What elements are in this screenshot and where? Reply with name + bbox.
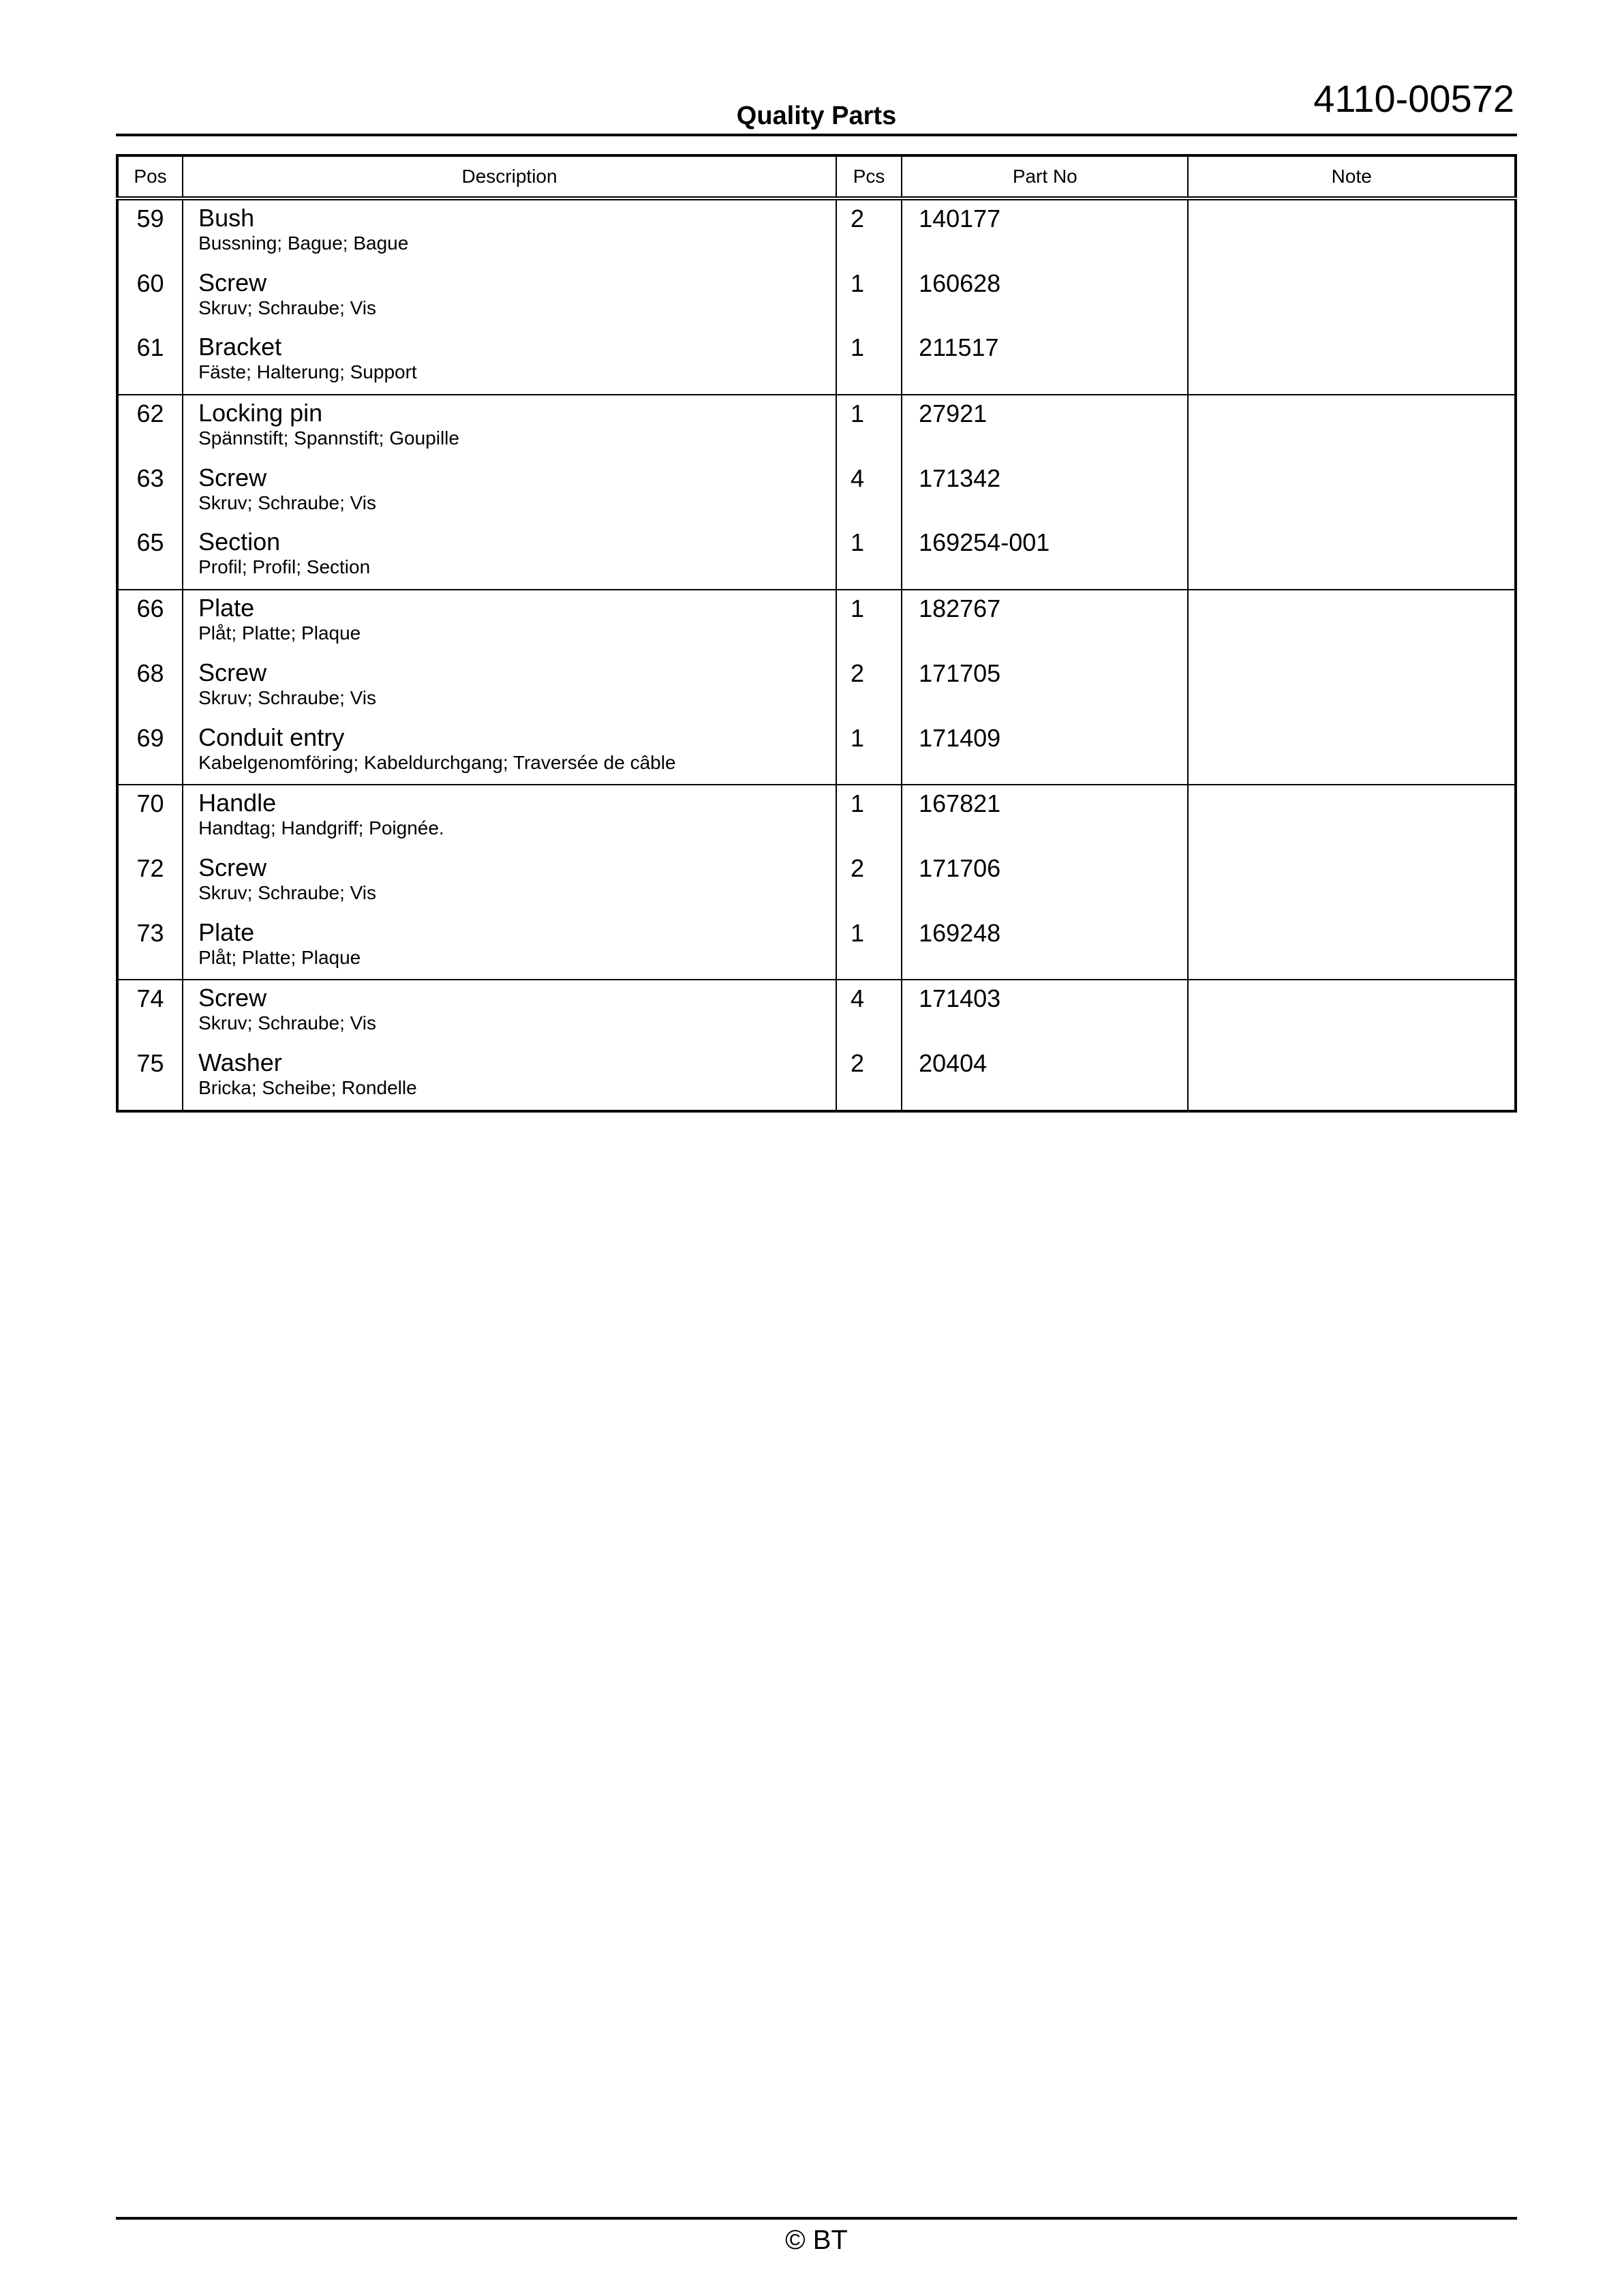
table-row	[117, 655, 1516, 720]
part-name: Locking pin	[198, 399, 323, 427]
part-number-cell: 140177	[902, 198, 1188, 265]
pos-cell: 70	[117, 785, 183, 850]
column-header-note: Note	[1188, 155, 1516, 198]
table-header-row	[117, 155, 1516, 198]
copyright-text: © BT	[785, 2225, 848, 2255]
pcs-cell: 1	[836, 265, 902, 330]
description-cell	[183, 655, 836, 720]
page-title: Quality Parts	[736, 102, 897, 130]
table-row	[117, 460, 1516, 525]
part-name: Handle	[198, 789, 277, 817]
part-translation: Fäste; Halterung; Support	[198, 361, 417, 383]
pos-cell: 60	[117, 265, 183, 330]
pcs-cell: 4	[836, 980, 902, 1045]
pcs-cell: 2	[836, 850, 902, 915]
page-header	[116, 68, 1517, 136]
part-name: Plate	[198, 918, 255, 946]
pos-cell: 59	[117, 198, 183, 265]
pcs-cell: 2	[836, 198, 902, 265]
part-name: Screw	[198, 658, 267, 686]
pcs-cell: 1	[836, 785, 902, 850]
description-cell	[183, 265, 836, 330]
part-name: Washer	[198, 1048, 282, 1076]
page-footer	[116, 2217, 1517, 2256]
note-cell	[1188, 524, 1516, 590]
part-translation: Plåt; Platte; Plaque	[198, 946, 361, 968]
part-name: Bush	[198, 204, 255, 232]
part-name: Conduit entry	[198, 723, 345, 751]
table-row	[117, 524, 1516, 590]
pos-cell: 62	[117, 395, 183, 460]
table-row	[117, 915, 1516, 980]
description-cell	[183, 785, 836, 850]
part-number-cell: 171706	[902, 850, 1188, 915]
part-number-cell: 171403	[902, 980, 1188, 1045]
part-name: Bracket	[198, 333, 282, 361]
part-name: Screw	[198, 463, 267, 492]
part-translation: Skruv; Schraube; Vis	[198, 686, 377, 708]
pos-cell: 68	[117, 655, 183, 720]
column-header-pcs: Pcs	[836, 155, 902, 198]
pcs-cell: 1	[836, 590, 902, 655]
table-row	[117, 329, 1516, 395]
part-translation: Skruv; Schraube; Vis	[198, 881, 377, 903]
note-cell	[1188, 329, 1516, 395]
description-cell	[183, 850, 836, 915]
description-cell	[183, 590, 836, 655]
pos-cell: 73	[117, 915, 183, 980]
pcs-cell: 1	[836, 329, 902, 395]
description-cell	[183, 1045, 836, 1111]
table-row	[117, 785, 1516, 850]
pos-cell: 63	[117, 460, 183, 525]
description-cell	[183, 329, 836, 395]
part-number-cell: 160628	[902, 265, 1188, 330]
pcs-cell: 2	[836, 1045, 902, 1111]
note-cell	[1188, 785, 1516, 850]
column-header-part-no: Part No	[902, 155, 1188, 198]
table-row	[117, 198, 1516, 265]
note-cell	[1188, 265, 1516, 330]
part-number-cell: 171705	[902, 655, 1188, 720]
part-name: Section	[198, 528, 281, 556]
pcs-cell: 1	[836, 915, 902, 980]
part-number-cell: 171342	[902, 460, 1188, 525]
parts-table-body	[117, 198, 1516, 1111]
part-name: Screw	[198, 268, 267, 297]
table-row	[117, 395, 1516, 460]
note-cell	[1188, 915, 1516, 980]
column-header-description: Description	[183, 155, 836, 198]
note-cell	[1188, 198, 1516, 265]
note-cell	[1188, 655, 1516, 720]
description-cell	[183, 395, 836, 460]
part-number-cell: 20404	[902, 1045, 1188, 1111]
table-row	[117, 590, 1516, 655]
table-row	[117, 1045, 1516, 1111]
pos-cell: 69	[117, 720, 183, 785]
part-name: Screw	[198, 984, 267, 1012]
pos-cell: 65	[117, 524, 183, 590]
part-number-cell: 171409	[902, 720, 1188, 785]
table-row	[117, 980, 1516, 1045]
part-translation: Skruv; Schraube; Vis	[198, 297, 377, 318]
part-translation: Handtag; Handgriff; Poignée.	[198, 817, 444, 839]
pcs-cell: 4	[836, 460, 902, 525]
pos-cell: 75	[117, 1045, 183, 1111]
pos-cell: 74	[117, 980, 183, 1045]
pos-cell: 61	[117, 329, 183, 395]
note-cell	[1188, 980, 1516, 1045]
description-cell	[183, 460, 836, 525]
parts-table	[116, 154, 1517, 1113]
part-translation: Bricka; Scheibe; Rondelle	[198, 1076, 417, 1098]
pcs-cell: 2	[836, 655, 902, 720]
part-translation: Kabelgenomföring; Kabeldurchgang; Traversée de câble	[198, 751, 676, 773]
part-number-cell: 169248	[902, 915, 1188, 980]
part-number-cell: 211517	[902, 329, 1188, 395]
part-number-cell: 182767	[902, 590, 1188, 655]
description-cell	[183, 524, 836, 590]
description-cell	[183, 198, 836, 265]
pcs-cell: 1	[836, 395, 902, 460]
part-number-cell: 27921	[902, 395, 1188, 460]
note-cell	[1188, 720, 1516, 785]
part-number-cell: 167821	[902, 785, 1188, 850]
table-row	[117, 265, 1516, 330]
note-cell	[1188, 395, 1516, 460]
description-cell	[183, 915, 836, 980]
note-cell	[1188, 460, 1516, 525]
part-name: Plate	[198, 594, 255, 622]
part-translation: Bussning; Bague; Bague	[198, 232, 409, 254]
column-header-pos: Pos	[117, 155, 183, 198]
part-name: Screw	[198, 853, 267, 881]
part-translation: Spännstift; Spannstift; Goupille	[198, 427, 459, 449]
part-translation: Plåt; Platte; Plaque	[198, 622, 361, 644]
part-translation: Profil; Profil; Section	[198, 556, 371, 578]
pcs-cell: 1	[836, 524, 902, 590]
pos-cell: 66	[117, 590, 183, 655]
part-translation: Skruv; Schraube; Vis	[198, 1012, 377, 1034]
description-cell	[183, 980, 836, 1045]
note-cell	[1188, 850, 1516, 915]
table-row	[117, 850, 1516, 915]
document-number: 4110-00572	[1313, 77, 1514, 120]
table-row	[117, 720, 1516, 785]
part-translation: Skruv; Schraube; Vis	[198, 492, 377, 513]
note-cell	[1188, 1045, 1516, 1111]
pos-cell: 72	[117, 850, 183, 915]
part-number-cell: 169254-001	[902, 524, 1188, 590]
pcs-cell: 1	[836, 720, 902, 785]
description-cell	[183, 720, 836, 785]
note-cell	[1188, 590, 1516, 655]
